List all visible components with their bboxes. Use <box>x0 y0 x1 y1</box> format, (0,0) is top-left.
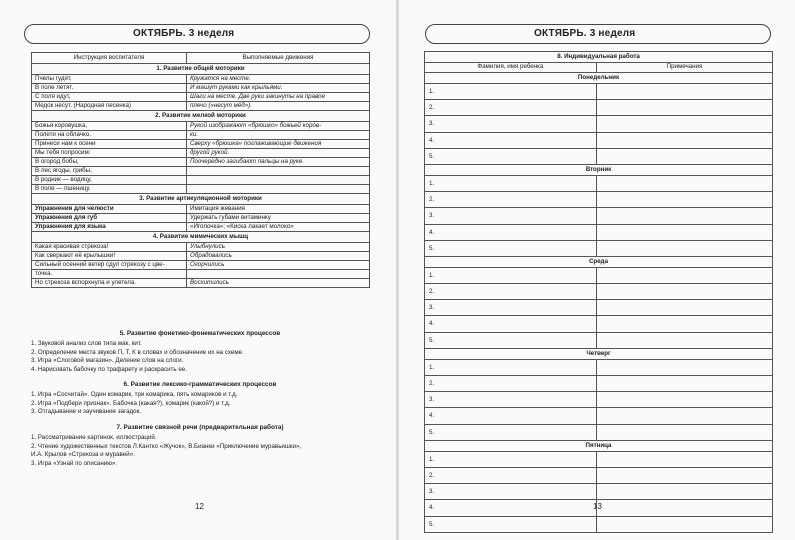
notes-cell <box>597 208 773 224</box>
list-item: 2. Определение места звуков П, Т, К в словах и обозначение их на схеме. <box>31 348 244 356</box>
speech-list <box>31 434 369 468</box>
movement-cell: Шаги на месте. Две руки закинуты на правое <box>187 93 370 102</box>
notes-cell <box>597 316 773 332</box>
child-name-cell: 3. <box>425 300 597 316</box>
child-name-cell: 5. <box>425 148 597 164</box>
table-row <box>425 467 773 483</box>
child-name-cell: 2. <box>425 467 597 483</box>
list-item: 3. Игра «Слоговой магазин». Деление слов на слоги. <box>31 357 184 365</box>
notes-cell <box>597 100 773 116</box>
child-name-cell: 5. <box>425 516 597 532</box>
instruction-cell: В лес ягоды, грибы, <box>32 167 187 176</box>
table-row <box>425 451 773 467</box>
movement-cell: Обрадовались <box>187 252 370 261</box>
table-row <box>425 516 773 532</box>
movement-cell: Рукой изображают «брюшко» божьей корóв- <box>187 122 370 131</box>
left-page <box>0 0 397 540</box>
child-name-cell: 1. <box>425 84 597 100</box>
page-number: 12 <box>195 502 204 511</box>
lexical-list <box>31 391 369 417</box>
instruction-cell: В поле — пшеницу. <box>32 185 187 194</box>
movement-cell: Восхитились <box>187 279 370 288</box>
notes-cell <box>597 116 773 132</box>
column-header: Фамилия, имя ребенка <box>425 63 597 73</box>
table-row <box>425 376 773 392</box>
child-name-cell: 2. <box>425 100 597 116</box>
section-title: 3. Развитие артикуляционной моторики <box>32 194 370 205</box>
movement-cell <box>187 185 370 194</box>
instruction-cell: В огород бобы, <box>32 158 187 167</box>
table-row <box>425 484 773 500</box>
section-title: 4. Развитие мимических мышц <box>32 232 370 243</box>
list-item: 4. Нарисовать бабочку по трафарету и раскрасить ее. <box>31 365 187 373</box>
section-title: 2. Развитие мелкой моторики <box>32 111 370 122</box>
section-title: 7. Развитие связной речи (предварительная работа) <box>116 424 284 431</box>
table-row <box>32 102 370 111</box>
table-row <box>32 243 370 252</box>
child-name-cell: 4. <box>425 316 597 332</box>
notes-cell <box>597 392 773 408</box>
movement-cell: ки. <box>187 131 370 140</box>
instruction-cell: точка. <box>32 270 187 279</box>
table-row <box>32 140 370 149</box>
instruction-cell: Какая красивая стрекоза! <box>32 243 187 252</box>
notes-cell <box>597 332 773 348</box>
instruction-cell: Полети на облачко. <box>32 131 187 140</box>
notes-cell <box>597 516 773 532</box>
day-header: Пятница <box>425 440 773 451</box>
table-row <box>32 261 370 270</box>
child-name-cell: 4. <box>425 500 597 516</box>
movement-cell: «Иголочка»; «Киска лакает молоко» <box>187 223 370 232</box>
table-row <box>425 208 773 224</box>
child-name-cell: 1. <box>425 175 597 191</box>
notes-cell <box>597 240 773 256</box>
notes-cell <box>597 192 773 208</box>
movement-cell: Улыбнулись <box>187 243 370 252</box>
child-name-cell: 3. <box>425 208 597 224</box>
movement-cell <box>187 167 370 176</box>
notes-cell <box>597 300 773 316</box>
table-row <box>32 205 370 214</box>
section-title: 1. Развитие общей моторики <box>32 64 370 75</box>
list-item: 2. Игра «Подбери признак». Бабочка (какая?), комарик (какой?) и т.д. <box>31 399 231 407</box>
page-header: ОКТЯБРЬ. 3 неделя <box>24 24 370 44</box>
table-row <box>32 149 370 158</box>
table-row <box>425 500 773 516</box>
table-row <box>32 176 370 185</box>
table-row <box>425 284 773 300</box>
child-name-cell: 1. <box>425 451 597 467</box>
instruction-cell: Упражнения для челюсти <box>32 205 187 214</box>
day-header: Вторник <box>425 164 773 175</box>
table-row <box>425 100 773 116</box>
child-name-cell: 2. <box>425 284 597 300</box>
notes-cell <box>597 132 773 148</box>
list-item: 1. Рассматривание картинок, иллюстраций. <box>31 434 157 441</box>
list-item: И.А. Крылов «Стрекоза и муравей». <box>31 451 135 459</box>
instruction-cell: В поле летят. <box>32 84 187 93</box>
exercise-table <box>31 52 370 288</box>
instruction-cell: Сильный осенний ветер сдул стрекозу с цве- <box>32 261 187 270</box>
movement-cell: Сверху «брюшка» поглаживающие движения <box>187 140 370 149</box>
list-item: 1. Игра «Сосчитай». Один комарик, три комарика, пять комариков и т.д. <box>31 391 238 398</box>
list-item: 3. Отгадывание и заучивание загадок. <box>31 408 142 416</box>
table-row <box>425 408 773 424</box>
child-name-cell: 4. <box>425 132 597 148</box>
instruction-cell: Пчелы гудят, <box>32 75 187 84</box>
day-header: Четверг <box>425 348 773 359</box>
page-header: ОКТЯБРЬ. 3 неделя <box>425 24 771 44</box>
child-name-cell: 5. <box>425 424 597 440</box>
movement-cell: Удержать губами витаминку <box>187 214 370 223</box>
notes-cell <box>597 484 773 500</box>
instruction-cell: Упражнения для губ <box>32 214 187 223</box>
instruction-cell: Божья коровушка, <box>32 122 187 131</box>
table-row <box>425 175 773 191</box>
instruction-cell: Мы тебя попросим: <box>32 149 187 158</box>
table-row <box>425 84 773 100</box>
child-name-cell: 2. <box>425 192 597 208</box>
column-header: Инструкция воспитателя <box>32 53 187 64</box>
table-row <box>32 270 370 279</box>
movement-cell: Кружатся на месте. <box>187 75 370 84</box>
table-row <box>425 267 773 283</box>
table-row <box>425 116 773 132</box>
movement-cell: И машут руками как крыльями. <box>187 84 370 93</box>
movement-cell: Огорчились <box>187 261 370 270</box>
day-header: Среда <box>425 256 773 267</box>
instruction-cell: Как сверкают её крылышки! <box>32 252 187 261</box>
notes-cell <box>597 284 773 300</box>
movement-cell <box>187 176 370 185</box>
table-row <box>425 424 773 440</box>
notes-cell <box>597 267 773 283</box>
movement-cell: Поочередно загибают пальцы на руке. <box>187 158 370 167</box>
movement-cell: другой рукой. <box>187 149 370 158</box>
individual-work-table <box>424 51 773 533</box>
table-row <box>425 392 773 408</box>
phonetic-list <box>31 340 369 374</box>
notes-cell <box>597 467 773 483</box>
table-row <box>425 192 773 208</box>
child-name-cell: 5. <box>425 332 597 348</box>
table-row <box>425 148 773 164</box>
notes-cell <box>597 148 773 164</box>
table-row <box>32 167 370 176</box>
instruction-cell: С поля идут, <box>32 93 187 102</box>
day-header: Понедельник <box>425 73 773 84</box>
table-row <box>32 93 370 102</box>
child-name-cell: 4. <box>425 408 597 424</box>
instruction-cell: Упражнения для языка <box>32 223 187 232</box>
list-item: 3. Игра «Узнай по описанию». <box>31 459 118 467</box>
table-row <box>32 131 370 140</box>
instruction-cell: Медок несут. (Народная песенка) <box>32 102 187 111</box>
table-row <box>425 132 773 148</box>
table-row <box>32 158 370 167</box>
table-row <box>32 252 370 261</box>
table-row <box>425 316 773 332</box>
notes-cell <box>597 359 773 375</box>
notes-cell <box>597 224 773 240</box>
table-row <box>425 224 773 240</box>
table-row <box>425 332 773 348</box>
instruction-cell: Но стрекоза вспорхнула и улетела. <box>32 279 187 288</box>
child-name-cell: 5. <box>425 240 597 256</box>
column-header: Выполняемые движения <box>187 53 370 64</box>
table-row <box>425 240 773 256</box>
notes-cell <box>597 376 773 392</box>
child-name-cell: 3. <box>425 116 597 132</box>
table-row <box>425 300 773 316</box>
table-row <box>32 185 370 194</box>
notes-cell <box>597 84 773 100</box>
instruction-cell: Принеси нам к осени <box>32 140 187 149</box>
child-name-cell: 3. <box>425 392 597 408</box>
movement-cell <box>187 270 370 279</box>
table-row <box>32 223 370 232</box>
section-title: 5. Развитие фонетико-фонематических процессов <box>119 330 281 337</box>
list-item: 2. Чтение художественных текстов Л.Кантко «Жучок», В.Бианки «Приключение муравьишки», <box>31 442 302 450</box>
instruction-cell: В родник — водицу, <box>32 176 187 185</box>
table-row <box>32 279 370 288</box>
table-row <box>425 359 773 375</box>
notes-cell <box>597 451 773 467</box>
section-title: 6. Развитие лексико-грамматических процессов <box>123 381 277 388</box>
notes-cell <box>597 500 773 516</box>
section-title: 8. Индивидуальная работа <box>425 52 773 63</box>
child-name-cell: 1. <box>425 267 597 283</box>
table-row <box>32 84 370 93</box>
column-header: Примечания <box>597 63 773 73</box>
table-row <box>32 214 370 223</box>
child-name-cell: 2. <box>425 376 597 392</box>
notes-cell <box>597 175 773 191</box>
page-number: 13 <box>593 502 602 511</box>
notes-cell <box>597 424 773 440</box>
child-name-cell: 1. <box>425 359 597 375</box>
notes-cell <box>597 408 773 424</box>
child-name-cell: 3. <box>425 484 597 500</box>
list-item: 1. Звуковой анализ слов типа мак, кит. <box>31 340 142 347</box>
movement-cell: плечо («несут мёд»). <box>187 102 370 111</box>
table-row <box>32 75 370 84</box>
table-row <box>32 122 370 131</box>
movement-cell: Имитация жевания <box>187 205 370 214</box>
child-name-cell: 4. <box>425 224 597 240</box>
